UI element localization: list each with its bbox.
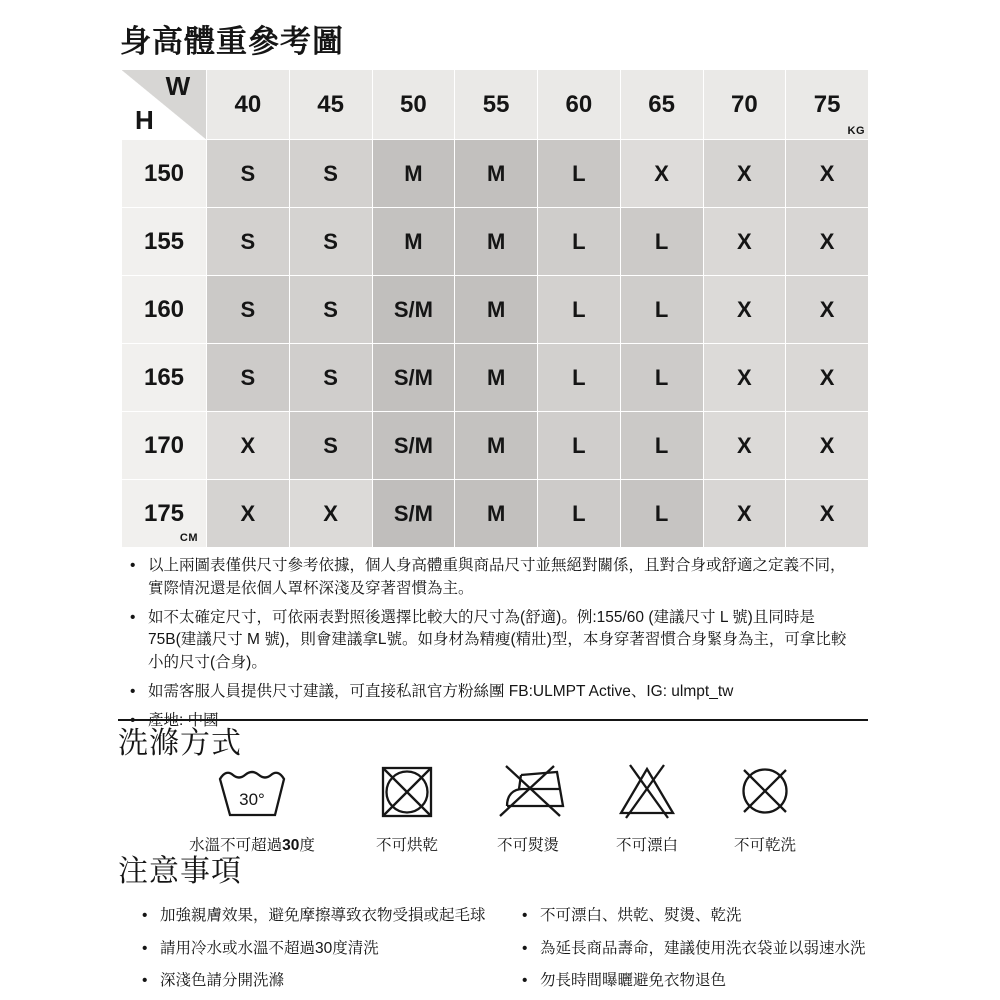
size-cell-175-70: X: [704, 480, 786, 547]
note-item: • 以上兩圖表僅供尺寸參考依據，個人身高體重與商品尺寸並無絕對關係，且對合身或舒適之定義不同，實際情況還是依個人罩杯深淺及穿著習慣為主。: [126, 555, 860, 601]
size-cell-160-50: S/M: [373, 276, 455, 343]
size-cell-165-55: M: [455, 344, 537, 411]
size-cell-155-65: L: [621, 208, 703, 275]
size-cell-165-75: X: [786, 344, 868, 411]
size-cell-150-50: M: [373, 140, 455, 207]
size-cell-160-55: M: [455, 276, 537, 343]
section-divider: [118, 719, 868, 721]
height-header-value: 170: [143, 431, 185, 459]
size-cell-165-65: L: [621, 344, 703, 411]
size-cell-155-55: M: [455, 208, 537, 275]
weight-header-60: [538, 70, 620, 139]
weight-header-value: 70: [731, 90, 758, 118]
size-cell-165-70: X: [704, 344, 786, 411]
wash-tub-30-icon: [142, 762, 362, 820]
size-cell-165-45: S: [290, 344, 372, 411]
height-header-170: [122, 412, 206, 479]
size-cell-170-70: X: [704, 412, 786, 479]
size-cell-175-50: S/M: [373, 480, 455, 547]
size-cell-165-50: S/M: [373, 344, 455, 411]
height-header-150: [122, 140, 206, 207]
weight-header-value: 75: [813, 90, 841, 118]
weight-header-value: 45: [317, 90, 344, 118]
height-header-175: [122, 480, 206, 547]
weight-header-65: [621, 70, 703, 139]
wash-item-label: 不可烘乾: [375, 837, 438, 854]
wash-label-bold: 30: [282, 837, 300, 854]
weight-header-40: [207, 70, 289, 139]
precautions-right-list: [518, 905, 868, 1000]
size-cell-160-75: X: [786, 276, 868, 343]
care-note-item: • 深淺色請分開洗滌: [138, 970, 506, 992]
height-header-165: [122, 344, 206, 411]
page-title: 身高體重參考圖: [120, 24, 344, 59]
height-header-value: 155: [143, 227, 185, 255]
note-item: • 如不太確定尺寸，可依兩表對照後選擇比較大的尺寸為(舒適)。例:155/60 (建議尺寸 L 號)且同時是75B(建議尺寸 M 號)，則會建議拿L號。如身材為精瘦(精壯)型，本身穿著習慣合身緊身為主，可拿比較小的尺寸(合身)。: [126, 607, 860, 675]
precautions-left-list: [138, 905, 506, 1000]
size-cell-150-60: L: [538, 140, 620, 207]
height-header-value: 175: [143, 499, 185, 527]
weight-header-75: [786, 70, 868, 139]
wash-tub-30-item: [142, 762, 362, 855]
weight-header-value: 60: [565, 90, 593, 118]
size-cell-175-45: X: [290, 480, 372, 547]
size-chart: [122, 70, 868, 547]
size-cell-150-40: S: [207, 140, 289, 207]
wash-item-label: 不可漂白: [615, 837, 678, 854]
height-header-value: 160: [143, 295, 185, 323]
size-cell-170-60: L: [538, 412, 620, 479]
height-header-value: 165: [143, 363, 185, 391]
no-iron-icon: [468, 762, 588, 820]
size-cell-165-60: L: [538, 344, 620, 411]
size-cell-160-60: L: [538, 276, 620, 343]
size-cell-150-45: S: [290, 140, 372, 207]
weight-header-value: 55: [482, 90, 510, 118]
svg-text:30°: 30°: [239, 790, 265, 809]
note-item: • 產地: 中國: [126, 710, 860, 733]
precautions-section-heading: 注意事項: [118, 855, 242, 888]
weight-axis-label: W: [165, 71, 191, 101]
wash-item-label: 不可乾洗: [733, 837, 796, 854]
no-bleach-icon: [587, 762, 707, 820]
weight-unit-label: KG: [847, 125, 865, 137]
note-item: • 如需客服人員提供尺寸建議，可直接私訊官方粉絲團 FB:ULMPT Active、IG: ulmpt_tw: [126, 681, 860, 704]
no-dry-clean-icon: [705, 762, 825, 820]
size-cell-160-70: X: [704, 276, 786, 343]
washing-section-heading: 洗滌方式: [118, 727, 242, 760]
no-tumble-dry-icon: [347, 762, 467, 820]
weight-header-45: [290, 70, 372, 139]
care-note-item: • 加強親膚效果，避免摩擦導致衣物受損或起毛球: [138, 905, 506, 927]
weight-header-value: 40: [234, 90, 262, 118]
care-note-item: • 為延長商品壽命，建議使用洗衣袋並以弱速水洗: [518, 938, 868, 960]
no-dry-clean-item: [705, 762, 825, 855]
height-header-160: [122, 276, 206, 343]
size-cell-175-55: M: [455, 480, 537, 547]
wash-item-label: 水溫不可超過30度: [189, 837, 315, 854]
size-cell-170-40: X: [207, 412, 289, 479]
height-header-value: 150: [143, 159, 185, 187]
axis-corner-cell: [122, 70, 206, 139]
weight-header-50: [373, 70, 455, 139]
wash-item-label: 不可熨燙: [496, 837, 559, 854]
size-cell-150-75: X: [786, 140, 868, 207]
size-cell-175-60: L: [538, 480, 620, 547]
size-cell-170-75: X: [786, 412, 868, 479]
size-cell-160-40: S: [207, 276, 289, 343]
size-cell-170-65: L: [621, 412, 703, 479]
size-cell-170-45: S: [290, 412, 372, 479]
size-cell-150-70: X: [704, 140, 786, 207]
size-cell-175-75: X: [786, 480, 868, 547]
size-cell-155-60: L: [538, 208, 620, 275]
size-cell-155-50: M: [373, 208, 455, 275]
no-iron-item: [468, 762, 588, 855]
no-tumble-dry-item: [347, 762, 467, 855]
notes-list: [126, 555, 860, 738]
size-cell-175-40: X: [207, 480, 289, 547]
weight-header-55: [455, 70, 537, 139]
size-cell-170-55: M: [455, 412, 537, 479]
care-note-item: • 請用冷水或水溫不超過30度清洗: [138, 938, 506, 960]
size-cell-165-40: S: [207, 344, 289, 411]
size-cell-170-50: S/M: [373, 412, 455, 479]
size-cell-155-40: S: [207, 208, 289, 275]
size-cell-160-45: S: [290, 276, 372, 343]
size-cell-155-70: X: [704, 208, 786, 275]
weight-header-value: 50: [400, 90, 427, 118]
height-header-155: [122, 208, 206, 275]
size-cell-155-75: X: [786, 208, 868, 275]
washing-items: [118, 762, 868, 854]
size-cell-150-55: M: [455, 140, 537, 207]
weight-header-value: 65: [648, 90, 675, 118]
size-cell-150-65: X: [621, 140, 703, 207]
care-note-item: • 勿長時間曝曬避免衣物退色: [518, 970, 868, 992]
no-bleach-item: [587, 762, 707, 855]
care-note-item: • 不可漂白、烘乾、熨燙、乾洗: [518, 905, 868, 927]
weight-header-70: [704, 70, 786, 139]
size-cell-155-45: S: [290, 208, 372, 275]
height-axis-label: H: [135, 105, 154, 135]
size-cell-175-65: L: [621, 480, 703, 547]
size-cell-160-65: L: [621, 276, 703, 343]
height-unit-label: CM: [179, 532, 198, 544]
